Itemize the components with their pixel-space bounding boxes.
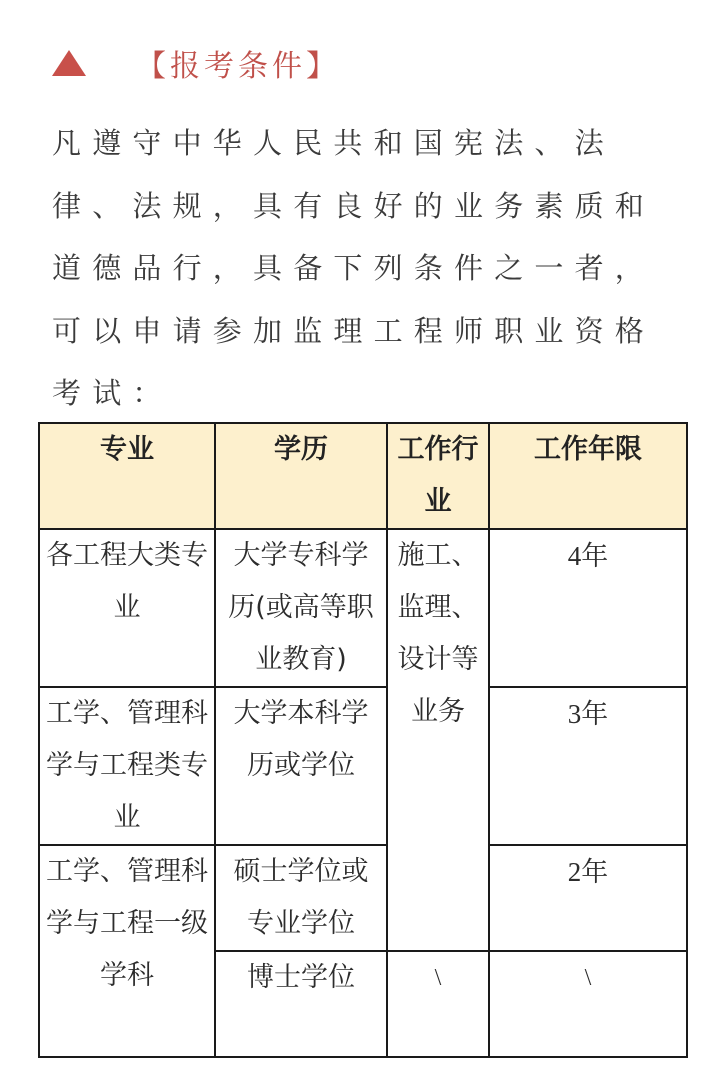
cell-education: 硕士学位或专业学位 [215,845,387,951]
cell-major: 工学、管理科学与工程一级学科 [39,845,215,1057]
cell-education: 大学本科学历或学位 [215,687,387,845]
cell-years: 3年 [489,687,687,845]
triangle-up-icon [52,50,86,76]
table-row [39,845,687,951]
table-row [39,529,687,687]
cell-years: 4年 [489,529,687,687]
cell-major: 各工程大类专业 [39,529,215,687]
table-header-row [39,423,687,529]
requirements-table [38,422,688,1058]
header-industry: 工作行业 [387,423,489,529]
cell-years: 2年 [489,845,687,951]
cell-years: \ [489,951,687,1057]
cell-education: 博士学位 [215,951,387,1057]
cell-education: 大学专科学历(或高等职业教育) [215,529,387,687]
header-education: 学历 [215,423,387,529]
section-title: 【报考条件】 [136,49,340,84]
cell-industry: 施工、监理、设计等业务 [387,529,489,951]
intro-paragraph: 凡遵守中华人民共和国宪法、法律、法规，具有良好的业务素质和道德品行，具备下列条件之一者，可以申请参加监理工程师职业资格考试： [52,126,656,410]
section-heading [52,38,340,88]
header-years: 工作年限 [489,423,687,529]
cell-major: 工学、管理科学与工程类专业 [39,687,215,845]
table-row [39,687,687,845]
header-major: 专业 [39,423,215,529]
cell-industry: \ [387,951,489,1057]
